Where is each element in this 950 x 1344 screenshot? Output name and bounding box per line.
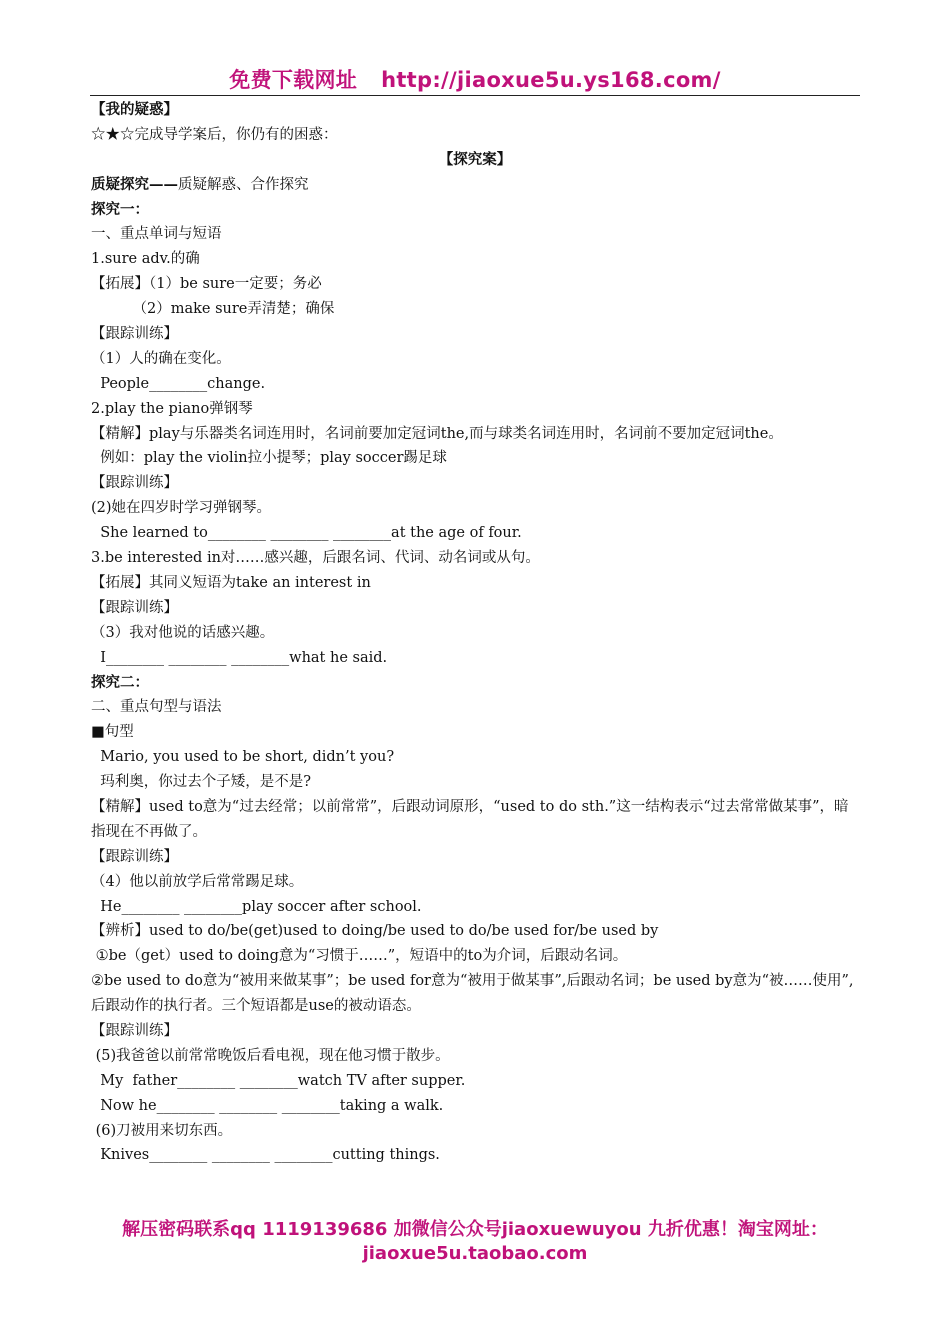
text-line: 【跟踪训练】 [91,326,178,343]
text-line: 【跟踪训练】 [91,475,178,492]
text-line: She learned to________ ________ ________at the age of four. [91,525,522,542]
text-line: 【探究案】 [438,150,512,168]
text-line: 一、重点单词与短语 [91,226,222,243]
text-line: 1.sure adv.的确 [91,251,200,268]
page-footer: 解压密码联系qq 1119139686 加微信公众号jiaoxuewuyou 九折优惠！淘宝网址：jiaoxue5u.taobao.com [122,1219,828,1264]
text-line: 3.be interested in对……感兴趣，后跟名词、代词、动名词或从句。 [91,550,540,567]
text-line: My father________ ________watch TV after supper. [91,1072,466,1089]
text-line: （3）我对他说的话感兴趣。 [91,624,275,641]
text-line: 【跟踪训练】 [91,848,178,865]
text-line: He________ ________play soccer after school. [91,898,422,915]
plain-segment: 质疑解惑、合作探究 [178,176,309,193]
text-line: 【精解】play与乐器类名词连用时，名词前要加定冠词the,而与球类名词连用时，名词前不要加定冠词the。 [91,425,783,442]
text-line: ■句型 [91,724,134,741]
text-line: 【我的疑惑】 [91,101,178,118]
text-line: ☆★☆完成导学案后，你仍有的困惑： [91,126,338,143]
page-header [90,64,860,94]
text-line: 【拓展】（1）be sure一定要；务必 [91,276,322,293]
text-line: (2)她在四岁时学习弹钢琴。 [91,500,272,517]
text-line: （4）他以前放学后常常踢足球。 [91,873,304,890]
text-line: 探究二： [91,673,149,691]
text-line: 例如：play the violin拉小提琴；play soccer踢足球 [91,450,447,467]
text-line: (6)刀被用来切东西。 [91,1122,233,1139]
text-line: Now he________ ________ ________taking a walk. [91,1097,444,1114]
text-line: Mario, you used to be short, didn’t you? [91,749,395,766]
text-line: ①be（get）used to doing意为“习惯于……”，短语中的to为介词，后跟动名词。 [91,948,628,965]
text-line: 【精解】used to意为“过去经常；以前常常”，后跟动词原形，“used to do sth.”这一结构表示“过去常常做某事”，暗指现在不再做了。 [91,798,849,840]
text-line: （2）make sure弄清楚；确保 [91,301,335,318]
header-divider [90,95,860,96]
text-line: I________ ________ ________what he said. [91,649,388,666]
document-body [91,98,859,1168]
text-line: 探究一： [91,200,149,218]
text-line: ②be used to do意为“被用来做某事”；be used for意为“被用于做某事”,后跟动名词；be used by意为“被……使用”,后跟动作的执行者。三个短语都是use的被动语态。 [91,973,854,1015]
text-line [91,173,859,198]
text-line: 【跟踪训练】 [91,1023,178,1040]
text-line: People________change. [91,375,266,392]
text-line: 二、重点句型与语法 [91,699,222,716]
bold-segment: 质疑探究—— [91,175,178,193]
header-url-link[interactable]: http://jiaoxue5u.ys168.com/ [381,68,721,92]
text-line: 【辨析】used to do/be(get)used to doing/be used to do/be used for/be used by [91,923,659,940]
header-label: 免费下载网址 [229,68,358,92]
text-line: Knives________ ________ ________cutting things. [91,1147,440,1164]
text-line: 2.play the piano弹钢琴 [91,400,253,417]
text-line: （1）人的确在变化。 [91,350,231,367]
text-line: (5)我爸爸以前常常晚饭后看电视，现在他习惯于散步。 [91,1047,450,1064]
text-line: 【跟踪训练】 [91,599,178,616]
text-line: 【拓展】其同义短语为take an interest in [91,574,371,591]
text-line: 玛利奥，你过去个子矮，是不是? [91,774,311,791]
